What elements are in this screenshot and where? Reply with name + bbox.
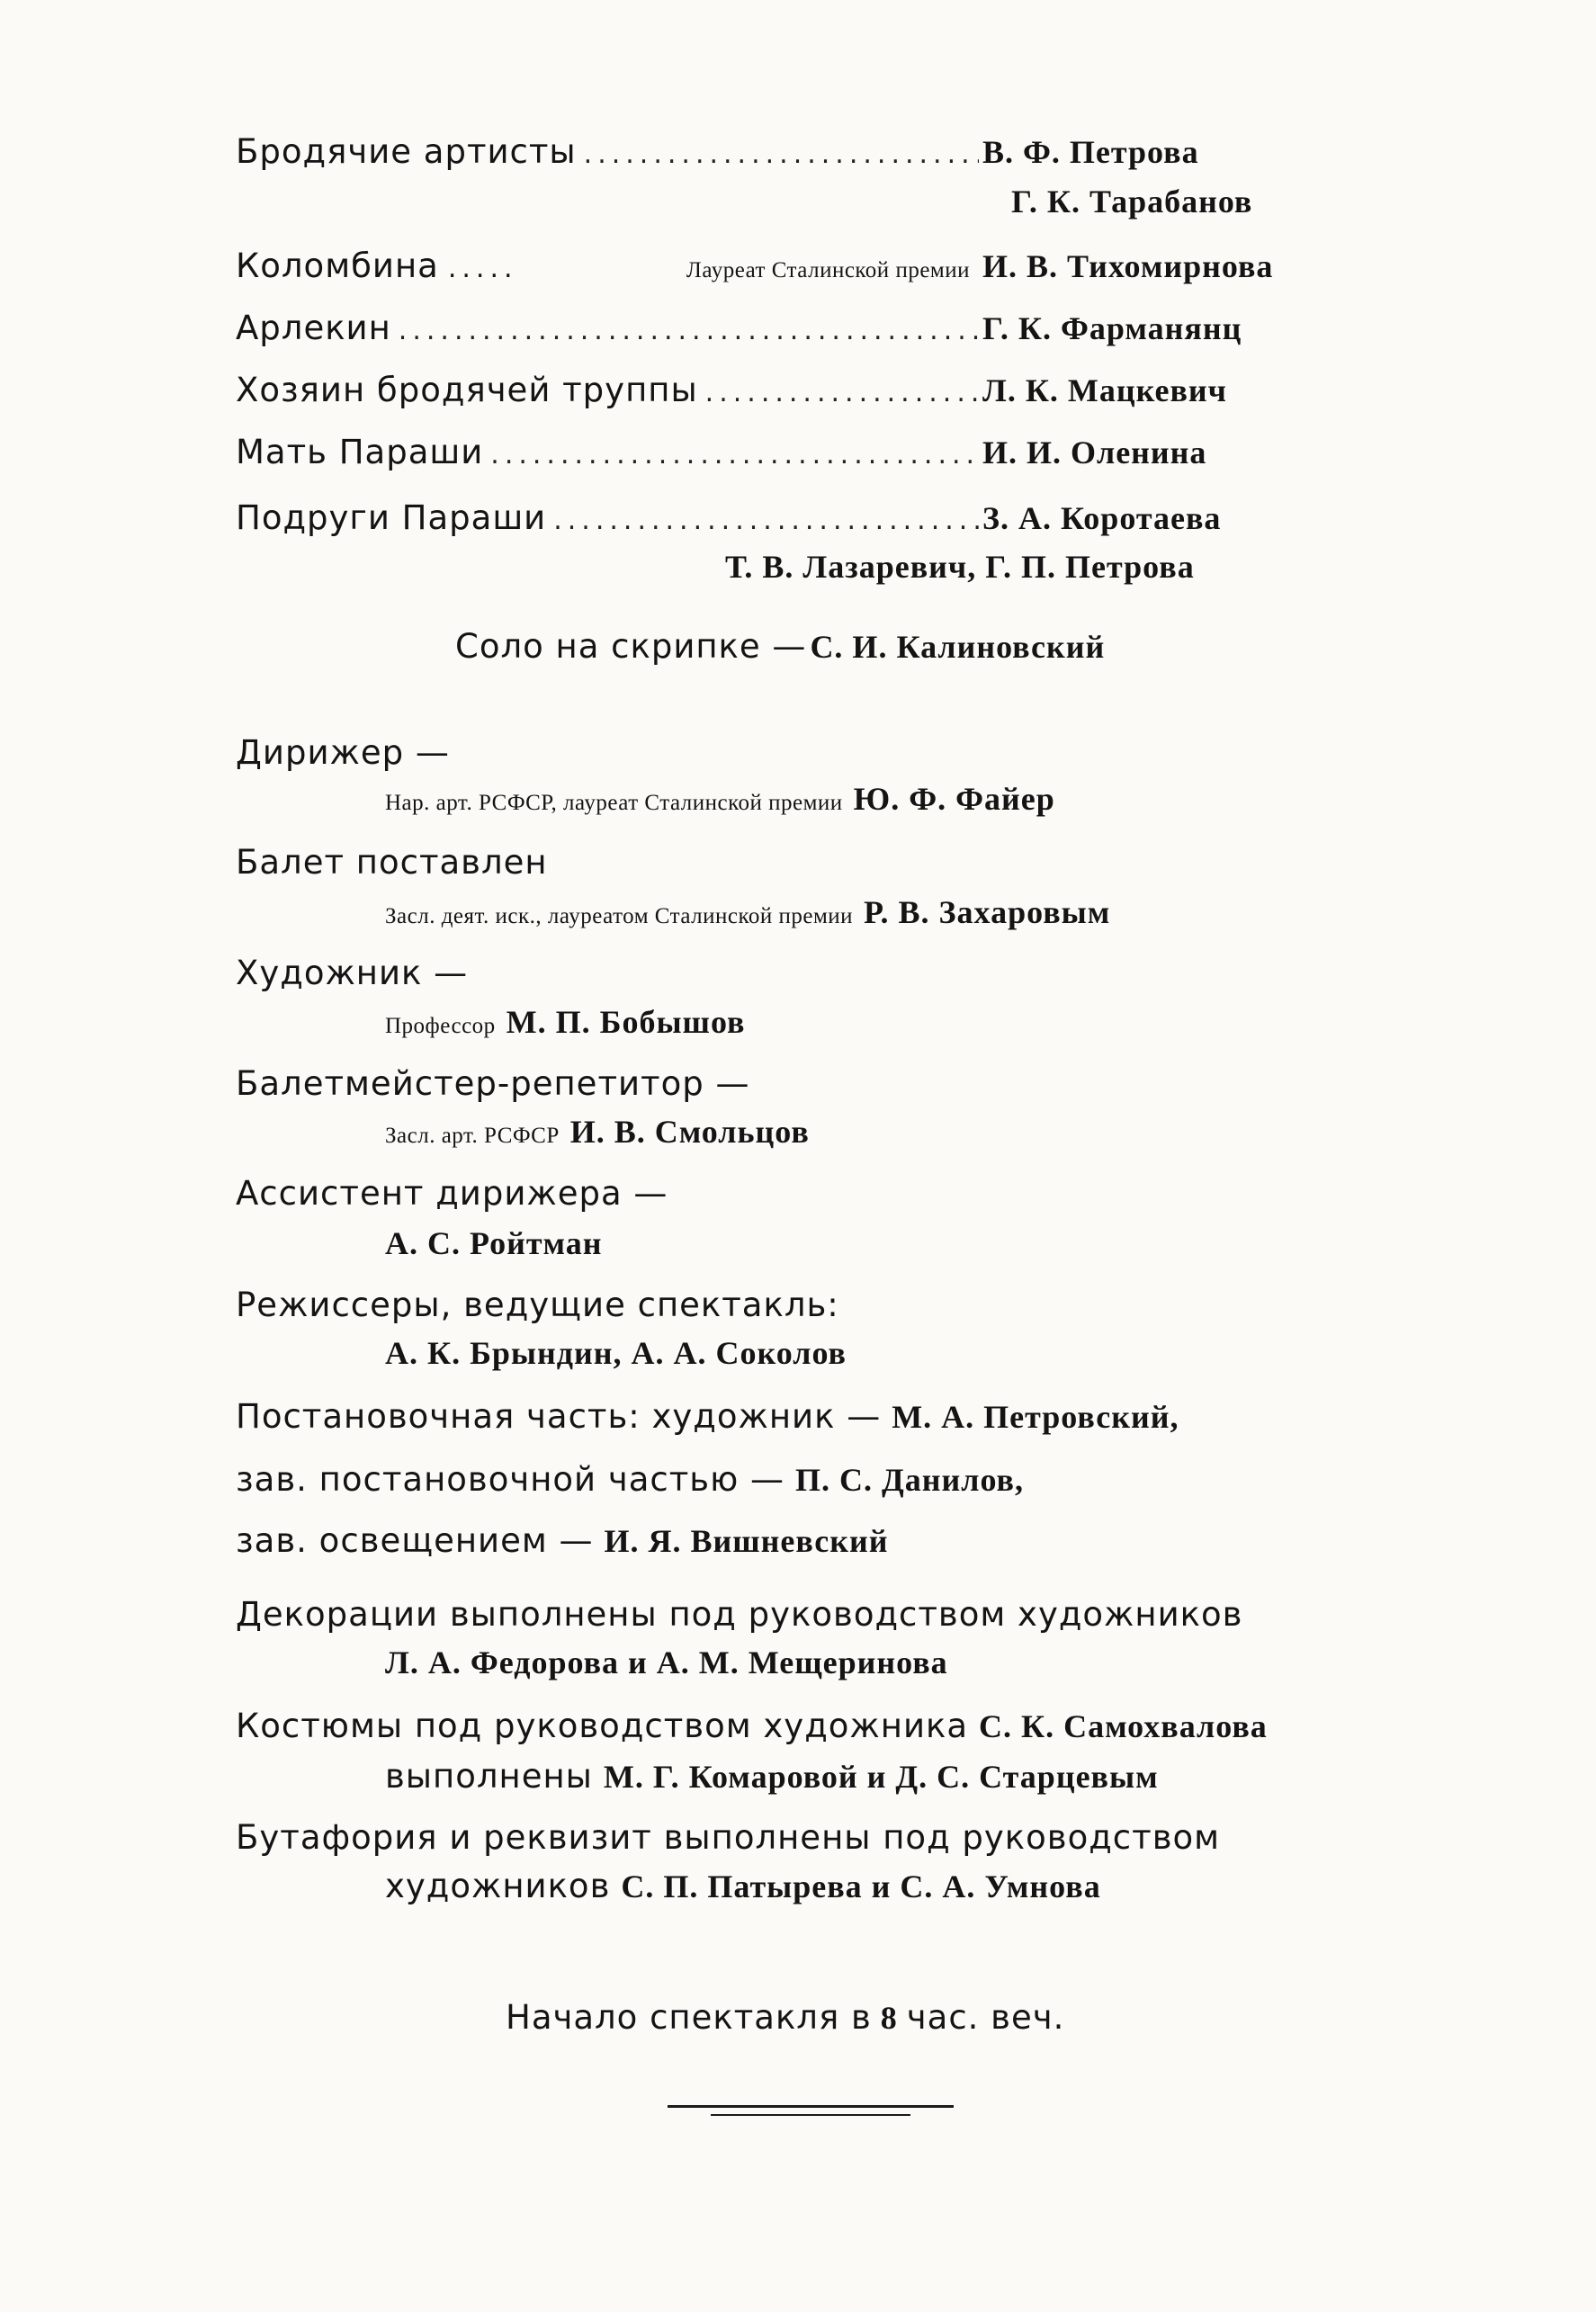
- props-label-2: художников: [385, 1867, 611, 1905]
- production-name: И. Я. Вишневский: [604, 1523, 889, 1559]
- costumes-label-2: выполнены: [385, 1757, 593, 1796]
- leader-dots: [553, 507, 979, 534]
- production-line-1: [236, 1397, 1179, 1436]
- repetiteur-title: Засл. арт. РСФСР: [385, 1124, 560, 1148]
- cast-role: Бродячие артисты: [236, 132, 577, 171]
- artist-line: [385, 1006, 746, 1038]
- costumes-lead: С. К. Самохвалова: [979, 1708, 1268, 1744]
- staged-name: Р. В. Захаровым: [864, 894, 1111, 930]
- cast-row-parasha-mother: [236, 435, 1324, 469]
- cast-row-colombina: [236, 246, 1324, 285]
- leader-dots: [399, 318, 979, 345]
- cast-row-troupe-owner: [236, 373, 1324, 407]
- costumes-line-2: [385, 1757, 1159, 1796]
- asst-conductor-label: Ассистент дирижера —: [236, 1174, 668, 1213]
- artist-name: М. П. Бобышов: [506, 1004, 746, 1040]
- props-label: Бутафория и реквизит выполнены под руководством: [236, 1818, 1221, 1857]
- leader-dots: [490, 442, 979, 469]
- solo-name: С. И. Калиновский: [810, 629, 1106, 665]
- production-line-3: [236, 1521, 889, 1560]
- start-time: [506, 1998, 1065, 2037]
- props-names: С. П. Патырева и С. А. Умнова: [621, 1868, 1101, 1904]
- artist-label: Художник —: [236, 954, 469, 992]
- costumes-label: Костюмы под руководством художника: [236, 1707, 969, 1745]
- repetiteur-name: И. В. Смольцов: [569, 1114, 810, 1150]
- solo-label: Соло на скрипке —: [455, 627, 807, 666]
- cast-actor: В. Ф. Петрова: [982, 134, 1199, 170]
- directors-names: А. К. Брындин, А. А. Соколов: [385, 1335, 847, 1371]
- cast-actor: З. А. Коротаева: [982, 500, 1222, 536]
- cast-role: Арлекин: [236, 309, 391, 347]
- conductor-line: [385, 783, 1055, 815]
- asst-conductor-name: А. С. Ройтман: [385, 1225, 603, 1261]
- directors-label: Режиссеры, ведущие спектакль:: [236, 1286, 839, 1324]
- staged-title: Засл. деят. иск., лауреатом Сталинской премии: [385, 904, 854, 928]
- costumes-line-1: [236, 1709, 1268, 1743]
- production-line-2: [236, 1460, 1024, 1499]
- start-hour: 8: [880, 2000, 898, 2036]
- cast-actor: Л. К. Мацкевич: [982, 372, 1227, 408]
- conductor-label: Дирижер —: [236, 733, 450, 772]
- conductor-title: Нар. арт. РСФСР, лауреат Сталинской премии: [385, 791, 843, 815]
- repetiteur-label: Балетмейстер-репетитор —: [236, 1064, 750, 1103]
- cast-role: Коломбина: [236, 246, 439, 285]
- cast-row-parasha-friends: [236, 498, 1324, 537]
- cast-actor: И. В. Тихомирнова: [982, 248, 1274, 284]
- cast-actor-continued: Т. В. Лазаревич, Г. П. Петрова: [725, 549, 1195, 585]
- cast-role: Хозяин бродячей труппы: [236, 371, 698, 409]
- scenery-names: Л. А. Федорова и А. М. Мещеринова: [385, 1644, 948, 1680]
- divider-rule-top: [668, 2105, 954, 2108]
- production-name: П. С. Данилов,: [795, 1462, 1024, 1498]
- cast-actor: Г. К. Фарманянц: [982, 310, 1242, 346]
- repetiteur-line: [385, 1116, 810, 1148]
- cast-row-wandering-artists: [236, 132, 1324, 171]
- production-label: зав. постановочной частью —: [236, 1460, 785, 1499]
- violin-solo: [455, 627, 1106, 666]
- leader-dots: [584, 141, 979, 168]
- cast-row-harlequin: [236, 311, 1324, 345]
- cast-actor: И. И. Оленина: [982, 435, 1207, 470]
- costumes-names: М. Г. Комаровой и Д. С. Старцевым: [603, 1759, 1159, 1795]
- leader-dots: .....: [447, 253, 518, 284]
- cast-role: Мать Параши: [236, 433, 484, 471]
- cast-actor-continued: Г. К. Тарабанов: [1011, 184, 1253, 220]
- cast-role: Подруги Параши: [236, 498, 547, 537]
- production-name: М. А. Петровский,: [892, 1399, 1179, 1435]
- conductor-name: Ю. Ф. Файер: [853, 781, 1055, 817]
- production-label: зав. освещением —: [236, 1521, 594, 1560]
- staged-line: [385, 896, 1110, 928]
- start-suffix: час. веч.: [906, 1998, 1065, 2037]
- leader-dots: [705, 380, 979, 407]
- staged-label: Балет поставлен: [236, 843, 548, 882]
- cast-title: Лауреат Сталинской премии: [686, 258, 970, 282]
- production-label: Постановочная часть: художник —: [236, 1397, 882, 1436]
- props-line-2: [385, 1869, 1101, 1903]
- artist-title: Профессор: [385, 1014, 496, 1038]
- divider-rule-bottom: [711, 2114, 910, 2116]
- start-label: Начало спектакля в: [506, 1998, 872, 2037]
- scenery-label: Декорации выполнены под руководством художников: [236, 1595, 1243, 1634]
